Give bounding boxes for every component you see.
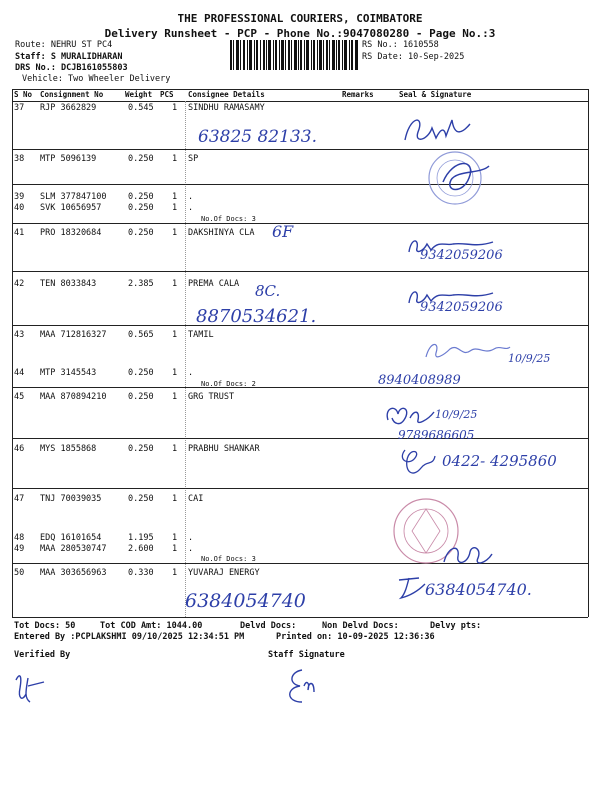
col-sno: S No [14, 90, 33, 99]
row-pcs: 1 [172, 154, 178, 164]
row-consignee: YUVARAJ ENERGY [188, 568, 260, 578]
row-consignment: MTP 5096139 [40, 154, 97, 164]
row-pcs: 1 [172, 494, 178, 504]
signature-37 [400, 110, 480, 150]
row-pcs: 1 [172, 444, 178, 454]
row-consignment: MTP 3145543 [40, 368, 97, 378]
row-pcs: 1 [172, 533, 178, 543]
row-consignment: MAA 712816327 [40, 330, 107, 340]
row-pcs: 1 [172, 103, 178, 113]
row-sno: 46 [14, 444, 25, 454]
row-pcs: 1 [172, 368, 178, 378]
row-consignee: SP [188, 154, 199, 164]
company-title: THE PROFESSIONAL COURIERS, COIMBATORE [177, 12, 423, 25]
row-sno: 40 [14, 203, 25, 213]
row-weight: 0.250 [128, 228, 154, 238]
row-pcs: 1 [172, 392, 178, 402]
row-separator [12, 387, 588, 388]
verifier-signature [10, 668, 50, 708]
handwritten-note: 8C. [255, 282, 281, 300]
signature-50 [395, 572, 430, 602]
handwritten-note: 6F [272, 222, 294, 241]
row-consignee: TAMIL [188, 330, 214, 340]
row-weight: 0.250 [128, 494, 154, 504]
row-separator [12, 271, 588, 272]
staff-signature-label: Staff Signature [268, 650, 345, 660]
handwritten-date: 10/9/25 [435, 408, 478, 421]
row-consignment: MAA 280530747 [40, 544, 107, 554]
col-weight: Weight [125, 90, 153, 99]
total-cod-amount: Tot COD Amt: 1044.00 [100, 621, 203, 631]
row-sno: 43 [14, 330, 25, 340]
signature-42 [405, 285, 500, 307]
rs-date-label: RS Date: 10-Sep-2025 [362, 52, 465, 62]
table-header [12, 90, 588, 102]
handwritten-phone: 9342059206 [420, 300, 503, 315]
row-consignee: . [188, 533, 194, 543]
row-weight: 0.565 [128, 330, 154, 340]
handwritten-phone: 63825 82133. [198, 127, 317, 147]
row-consignment: MAA 303656963 [40, 568, 107, 578]
row-separator [12, 563, 588, 564]
col-pcs: PCS [160, 90, 174, 99]
staff-signature [280, 662, 320, 712]
row-sno: 48 [14, 533, 25, 543]
row-consignee: GRG TRUST [188, 392, 235, 402]
row-weight: 0.250 [128, 444, 154, 454]
row-consignment: TNJ 70039035 [40, 494, 102, 504]
row-weight: 2.385 [128, 279, 154, 289]
printed-on: Printed on: 10-09-2025 12:36:36 [276, 632, 435, 642]
row-pcs: 1 [172, 192, 178, 202]
row-weight: 0.250 [128, 392, 154, 402]
row-consignee: SINDHU RAMASAMY [188, 103, 265, 113]
row-separator [12, 488, 588, 489]
row-consignee: . [188, 192, 194, 202]
handwritten-phone: 6384054740. [425, 580, 532, 599]
row-weight: 1.195 [128, 533, 154, 543]
signature-48 [440, 540, 495, 568]
docs-note: No.Of Docs: 3 [201, 555, 256, 563]
signature-41 [405, 234, 500, 256]
row-sno: 42 [14, 279, 25, 289]
row-separator [12, 149, 588, 150]
entered-by: Entered By :PCPLAKSHMI 09/10/2025 12:34:51 PM [14, 632, 245, 642]
total-docs: Tot Docs: 50 [14, 621, 76, 631]
row-weight: 0.545 [128, 103, 154, 113]
row-consignment: TEN 8033843 [40, 279, 97, 289]
handwritten-phone: 9789686605 [398, 428, 475, 442]
delivery-points: Delvy pts: [430, 621, 482, 631]
table-right-border [588, 89, 589, 617]
row-sno: 50 [14, 568, 25, 578]
row-consignee: . [188, 203, 194, 213]
handwritten-phone: 9342059206 [420, 248, 503, 263]
row-pcs: 1 [172, 228, 178, 238]
row-consignee: PRABHU SHANKAR [188, 444, 260, 454]
row-sno: 39 [14, 192, 25, 202]
row-separator [12, 223, 588, 224]
row-consignee: . [188, 368, 194, 378]
row-sno: 37 [14, 103, 25, 113]
drs-label: DRS No.: DCJB161055803 [15, 63, 128, 73]
handwritten-phone: 8870534621. [196, 306, 317, 327]
runsheet-title: Delivery Runsheet - PCP - Phone No.:9047080280 - Page No.:3 [104, 27, 496, 40]
row-consignee: . [188, 544, 194, 554]
non-delivered-docs: Non Delvd Docs: [322, 621, 399, 631]
docs-note: No.Of Docs: 3 [201, 215, 256, 223]
row-pcs: 1 [172, 568, 178, 578]
col-remarks: Remarks [342, 90, 374, 99]
row-pcs: 1 [172, 279, 178, 289]
row-consignee: DAKSHINYA CLA [188, 228, 255, 238]
row-separator [12, 184, 588, 185]
row-consignment: EDQ 16101654 [40, 533, 102, 543]
row-consignee: CAI [188, 494, 204, 504]
delivered-docs: Delvd Docs: [240, 621, 297, 631]
verified-by-label: Verified By [14, 650, 71, 660]
barcode [230, 40, 358, 70]
row-sno: 44 [14, 368, 25, 378]
docs-note: No.Of Docs: 2 [201, 380, 256, 388]
staff-label: Staff: S MURALIDHARAN [15, 52, 123, 62]
row-consignment: PRO 18320684 [40, 228, 102, 238]
row-consignee: PREMA CALA [188, 279, 240, 289]
row-weight: 0.250 [128, 154, 154, 164]
row-consignment: SLM 377847100 [40, 192, 107, 202]
handwritten-phone: 6384054740 [185, 590, 306, 612]
row-sno: 49 [14, 544, 25, 554]
row-consignment: MAA 870894210 [40, 392, 107, 402]
row-sno: 41 [14, 228, 25, 238]
row-consignment: MYS 1855868 [40, 444, 97, 454]
signature-43 [420, 335, 515, 365]
route-label: Route: NEHRU ST PC4 [15, 40, 113, 50]
row-pcs: 1 [172, 544, 178, 554]
row-consignment: RJP 3662829 [40, 103, 97, 113]
col-seal-signature: Seal & Signature [399, 90, 472, 99]
row-weight: 0.250 [128, 368, 154, 378]
col-consignment: Consignment No [40, 90, 104, 99]
row-weight: 2.600 [128, 544, 154, 554]
signature-46 [395, 442, 440, 482]
row-weight: 0.250 [128, 192, 154, 202]
column-divider [185, 101, 186, 617]
rs-no-label: RS No.: 1610558 [362, 40, 439, 50]
signature-45 [380, 400, 440, 430]
row-separator [12, 438, 588, 439]
company-seal-stamp [425, 148, 495, 208]
vehicle-label: Vehicle: Two Wheeler Delivery [22, 74, 171, 84]
row-sno: 38 [14, 154, 25, 164]
handwritten-date: 10/9/25 [508, 352, 551, 365]
handwritten-phone: 0422- 4295860 [442, 452, 557, 470]
row-sno: 45 [14, 392, 25, 402]
table-bottom-border [12, 617, 588, 618]
row-sno: 47 [14, 494, 25, 504]
col-consignee: Consignee Details [188, 90, 265, 99]
row-weight: 0.250 [128, 203, 154, 213]
row-weight: 0.330 [128, 568, 154, 578]
row-pcs: 1 [172, 203, 178, 213]
handwritten-phone: 8940408989 [378, 373, 461, 388]
row-pcs: 1 [172, 330, 178, 340]
table-left-border [12, 89, 13, 617]
row-consignment: SVK 10656957 [40, 203, 102, 213]
